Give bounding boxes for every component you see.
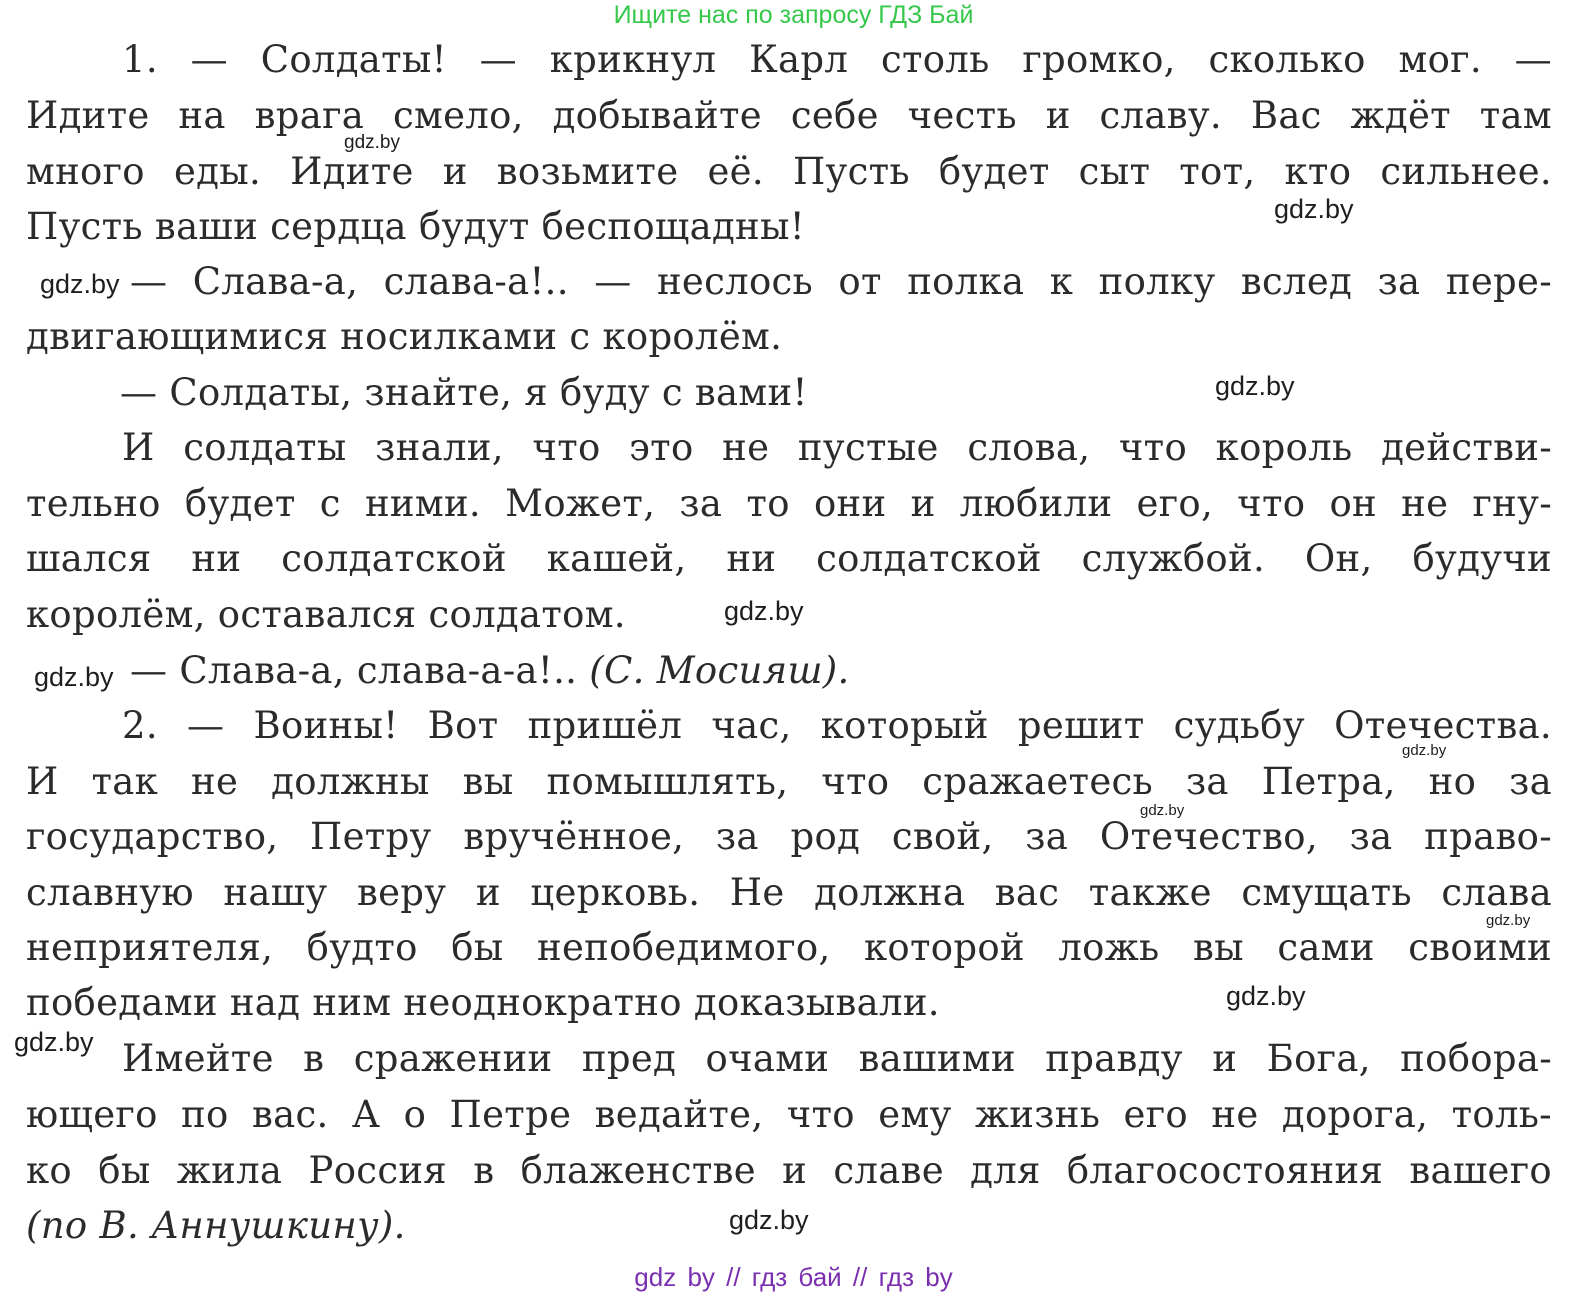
- text-line: И солдаты знали, что это не пустые слова, что король действи-: [122, 426, 1552, 469]
- text-line: ющего по вас. А о Петре ведайте, что ему жизнь его не дорога, толь-: [26, 1093, 1552, 1136]
- text-line: 1. — Солдаты! — крикнул Карл столь громко, сколько мог. —: [122, 38, 1552, 81]
- text-line: королём, оставался солдатом.: [26, 593, 626, 636]
- site-footer: gdz by // гдз бай // гдз by: [634, 1262, 953, 1292]
- text-line: И так не должны вы помышлять, что сражаетесь за Петра, но за: [26, 760, 1552, 803]
- text-line: ко бы жила Россия в блаженстве и славе для благосостояния вашего: [26, 1149, 1552, 1192]
- watermark: gdz.by: [729, 1205, 809, 1235]
- watermark: gdz.by: [724, 596, 804, 626]
- text-line: Пусть ваши сердца будут беспощадны!: [26, 205, 805, 248]
- text-line: 2. — Воины! Вот пришёл час, который решит судьбу Отечества.: [122, 704, 1552, 747]
- text-line: [26, 643, 1552, 699]
- text-line: много еды. Идите и возьмите её. Пусть будет сыт тот, кто сильнее.: [26, 150, 1552, 193]
- text-line: Идите на врага смело, добывайте себе честь и славу. Вас ждёт там: [26, 94, 1552, 137]
- text-line: тельно будет с ними. Может, за то они и любили его, что он не гну-: [26, 482, 1552, 525]
- watermark: gdz.by: [344, 132, 400, 153]
- site-banner: Ищите нас по запросу ГДЗ Бай: [613, 1, 974, 29]
- text-line: победами над ним неоднократно доказывали.: [26, 981, 940, 1024]
- text-line: Имейте в сражении пред очами вашими правду и Бога, побора-: [122, 1037, 1552, 1080]
- text-line: неприятеля, будто бы непобедимого, которой ложь вы сами своими: [26, 926, 1552, 969]
- text-line: государство, Петру вручённое, за род свой, за Отечество, за право-: [26, 815, 1552, 858]
- text-span: — Слава-а, слава-а-а!..: [130, 649, 590, 692]
- citation: (С. Мосияш).: [589, 649, 850, 692]
- citation: (по В. Аннушкину).: [26, 1204, 406, 1247]
- watermark: gdz.by: [1215, 371, 1295, 401]
- watermark: gdz.by: [34, 662, 114, 692]
- text-line: шался ни солдатской кашей, ни солдатской службой. Он, будучи: [26, 537, 1552, 580]
- text-line: — Слава-а, слава-а!.. — неслось от полка к полку вслед за пере-: [130, 260, 1552, 303]
- watermark: gdz.by: [1402, 742, 1447, 759]
- watermark: gdz.by: [1140, 802, 1185, 819]
- watermark: gdz.by: [1226, 981, 1306, 1011]
- watermark: gdz.by: [1486, 912, 1531, 929]
- watermark: gdz.by: [1274, 194, 1354, 224]
- text-line: славную нашу веру и церковь. Не должна вас также смущать слава: [26, 871, 1552, 914]
- text-line: — Солдаты, знайте, я буду с вами!: [120, 371, 808, 414]
- text-line: двигающимися носилками с королём.: [26, 315, 783, 358]
- watermark: gdz.by: [14, 1027, 94, 1057]
- watermark: gdz.by: [40, 269, 120, 299]
